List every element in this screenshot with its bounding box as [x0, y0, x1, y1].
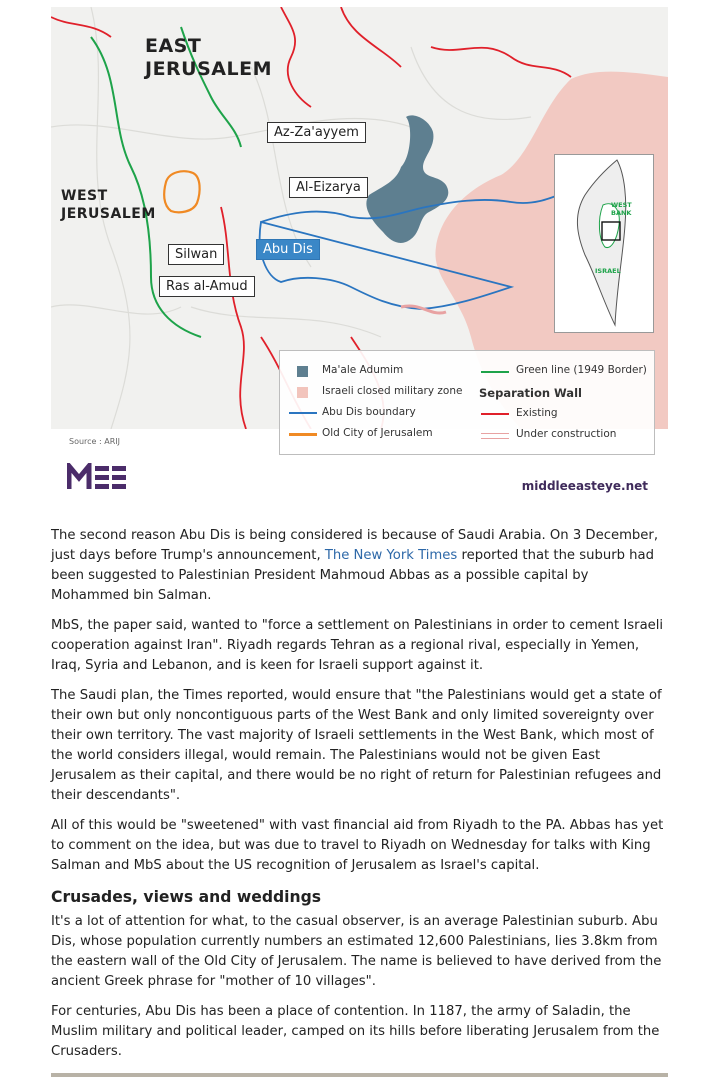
legend-swatch-zone: [297, 387, 308, 398]
inset-country-outline: [555, 155, 653, 332]
article-body: [51, 526, 669, 1072]
paragraph-1-text-b: reported that the suburb had been suggested to Palestinian President Mahmoud Abbas as a possible capital by Mohammed bin Salman.: [51, 548, 654, 603]
east-jerusalem-label: EAST JERUSALEM: [145, 35, 272, 80]
inset-west-bank-label: WEST BANK: [611, 201, 632, 217]
paragraph-3: The Saudi plan, the Times reported, would ensure that "the Palestinians would get a state of their own but only noncontiguous parts of the West Bank and only limited sovereignty over their own territory. The vast majority of Israeli settlements in the West Bank, which most of the world considers illegal, would remain. The Palestinians would not be given East Jerusalem as their capital, and there would be no right of return for Palestinian refugees and their descendants".: [51, 688, 662, 803]
paragraph-5: It's a lot of attention for what, to the casual observer, is an average Palestinian suburb. Abu Dis, whose population currently numbers an estimated 12,600 Palestinians, lies 3.8km from the eastern wall of the Old City of Jerusalem. The name is believed to have derived from the ancient Greek phrase for "mother of 10 villages".: [51, 914, 662, 989]
place-abu-dis: Abu Dis: [256, 239, 320, 260]
location-inset-map: [554, 154, 654, 333]
legend-under-construction: Under construction: [516, 428, 617, 440]
legend-abu-dis-boundary: Abu Dis boundary: [322, 406, 416, 418]
paragraph-1-text-a: The second reason Abu Dis is being considered is because of Saudi Arabia. On 3 December, just days before Trump's announcement,: [51, 528, 659, 563]
maale-adumim-area: [366, 115, 448, 243]
map-figure: [51, 7, 668, 502]
legend-closed-zone: Israeli closed military zone: [322, 385, 463, 397]
inset-israel-label: ISRAEL: [595, 267, 621, 275]
next-image-edge: [51, 1073, 668, 1077]
paragraph-4: All of this would be "sweetened" with vast financial aid from Riyadh to the PA. Abbas has yet to comment on the idea, but was due to travel to Riyadh on Wednesday for talks with King Salman and MbS about the US recognition of Jerusalem as Israel's capital.: [51, 818, 664, 873]
legend-swatch-green-line: [481, 371, 509, 373]
legend-green-line: Green line (1949 Border): [516, 364, 647, 376]
place-silwan: Silwan: [168, 244, 224, 265]
legend-swatch-under-construction: [481, 433, 509, 439]
place-al-eizarya: Al-Eizarya: [289, 177, 368, 198]
legend-maale-adumim: Ma'ale Adumim: [322, 364, 404, 376]
site-url: middleeasteye.net: [521, 479, 648, 493]
paragraph-6: For centuries, Abu Dis has been a place of contention. In 1187, the army of Saladin, the Muslim military and political leader, camped on its hills before liberating Jerusalem from the Crusaders.: [51, 1004, 660, 1059]
legend-swatch-abu-dis: [289, 412, 317, 414]
legend-swatch-maale: [297, 366, 308, 377]
legend-swatch-existing: [481, 413, 509, 415]
legend-existing: Existing: [516, 407, 558, 419]
legend-swatch-old-city: [289, 433, 317, 436]
old-city-outline: [164, 171, 199, 212]
section-heading: Crusades, views and weddings: [51, 888, 322, 906]
mee-logo: [67, 463, 129, 495]
map-legend: [279, 350, 655, 455]
west-jerusalem-label: WEST JERUSALEM: [61, 188, 156, 222]
legend-old-city: Old City of Jerusalem: [322, 427, 433, 439]
map-source: Source : ARIJ: [69, 437, 121, 446]
place-az-zaayyem: Az-Za'ayyem: [267, 122, 366, 143]
paragraph-2: MbS, the paper said, wanted to "force a settlement on Palestinians in order to cement Israeli cooperation against Iran". Riyadh regards Tehran as a regional rival, especially in Yemen, Iraq, Syria and Lebanon, and is keen for Israeli support against it.: [51, 618, 664, 673]
legend-separation-wall: Separation Wall: [479, 386, 582, 400]
place-ras-al-amud: Ras al-Amud: [159, 276, 255, 297]
nyt-link[interactable]: The New York Times: [324, 548, 458, 563]
paragraph-1: [51, 526, 669, 606]
